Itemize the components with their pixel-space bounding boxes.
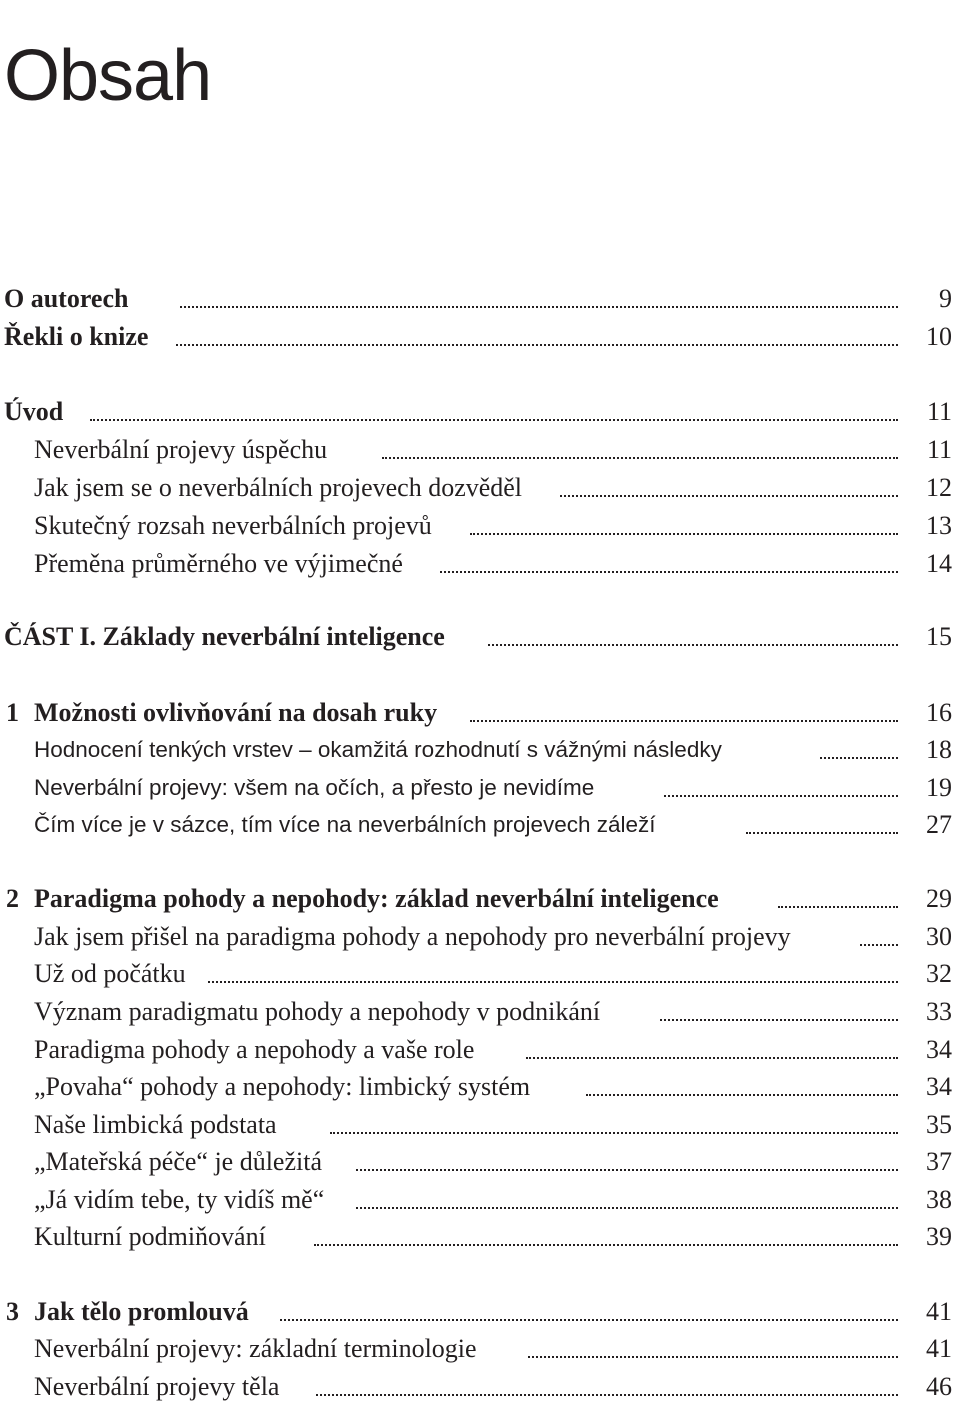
toc-entry-title: Skutečný rozsah neverbálních projevů — [34, 511, 432, 540]
toc-page-number: 32 — [926, 959, 952, 988]
toc-entry-title: Neverbální projevy: základní terminologie — [34, 1334, 477, 1363]
toc-dot-leader — [316, 1394, 898, 1396]
toc-entry-title: Neverbální projevy úspěchu — [34, 435, 328, 464]
toc-page-number: 27 — [926, 810, 952, 839]
toc-entry — [0, 318, 960, 356]
toc-dot-leader — [586, 1094, 898, 1096]
toc-entry — [0, 1143, 960, 1181]
toc-dot-leader — [314, 1244, 898, 1246]
toc-dot-leader — [526, 1057, 898, 1059]
toc-page-number: 11 — [926, 435, 952, 464]
toc-dot-leader — [356, 1207, 898, 1209]
toc-page-number: 33 — [926, 997, 952, 1026]
toc-entry-title: O autorech — [4, 284, 129, 313]
toc-dot-leader — [330, 1132, 898, 1134]
toc-entry — [0, 618, 960, 656]
toc-dot-leader — [820, 757, 898, 759]
toc-entry — [0, 993, 960, 1031]
toc-entry-title: Paradigma pohody a nepohody a vaše role — [34, 1035, 475, 1064]
toc-entry — [0, 1218, 960, 1256]
toc-entry-title: Už od počátku — [34, 959, 186, 988]
toc-dot-leader — [382, 457, 898, 459]
toc-page-number: 38 — [926, 1185, 952, 1214]
toc-entry — [0, 1031, 960, 1069]
toc-entry — [0, 1068, 960, 1106]
page-title: Obsah — [4, 36, 212, 116]
toc-entry-title: „Já vidím tebe, ty vidíš mě“ — [34, 1185, 325, 1214]
toc-entry-title: „Mateřská péče“ je důležitá — [34, 1147, 322, 1176]
toc-entry-title: Jak tělo promlouvá — [34, 1297, 249, 1326]
toc-page-number: 30 — [926, 922, 952, 951]
toc-page-number: 9 — [939, 284, 952, 313]
toc-page-number: 16 — [926, 698, 952, 727]
toc-entry — [0, 1181, 960, 1219]
toc-entry — [0, 1293, 960, 1331]
toc-dot-leader — [746, 832, 898, 834]
toc-dot-leader — [488, 644, 898, 646]
toc-entry — [0, 694, 960, 732]
toc-entry-title: Paradigma pohody a nepohody: základ neverbální inteligence — [34, 884, 719, 913]
toc-entry — [0, 731, 960, 769]
toc-dot-leader — [470, 533, 898, 535]
toc-dot-leader — [90, 419, 898, 421]
toc-entry — [0, 806, 960, 844]
toc-entry-title: Hodnocení tenkých vrstev – okamžitá rozhodnutí s vážnými následky — [34, 737, 722, 762]
toc-entry-number: 1 — [6, 698, 19, 727]
toc-entry — [0, 1368, 960, 1406]
toc-dot-leader — [356, 1169, 898, 1171]
toc-entry — [0, 469, 960, 507]
toc-entry-title: Význam paradigmatu pohody a nepohody v podnikání — [34, 997, 601, 1026]
toc-entry-title: Jak jsem se o neverbálních projevech dozvěděl — [34, 473, 523, 502]
toc-entry-title: Neverbální projevy: všem na očích, a přesto je nevidíme — [34, 775, 595, 800]
toc-entry — [0, 545, 960, 583]
toc-page-number: 10 — [926, 322, 952, 351]
toc-entry-title: Úvod — [4, 397, 64, 426]
toc-entry-title: Řekli o knize — [4, 322, 149, 351]
toc-dot-leader — [280, 1319, 898, 1321]
toc-entry-title: Přeměna průměrného ve výjimečné — [34, 549, 403, 578]
toc-dot-leader — [664, 795, 898, 797]
toc-entry-title: Naše limbická podstata — [34, 1110, 277, 1139]
toc-entry — [0, 280, 960, 318]
toc-entry-title: Možnosti ovlivňování na dosah ruky — [34, 698, 438, 727]
toc-dot-leader — [180, 306, 898, 308]
toc-dot-leader — [560, 495, 898, 497]
toc-page-number: 18 — [926, 735, 952, 764]
toc-dot-leader — [208, 981, 898, 983]
toc-entry — [0, 1106, 960, 1144]
toc-page-number: 29 — [926, 884, 952, 913]
toc-entry — [0, 507, 960, 545]
toc-page-number: 41 — [926, 1297, 952, 1326]
toc-entry-title: Neverbální projevy těla — [34, 1372, 280, 1401]
toc-entry-title: Jak jsem přišel na paradigma pohody a nepohody pro neverbální projevy — [34, 922, 791, 951]
toc-page-number: 34 — [926, 1072, 952, 1101]
toc-entry — [0, 1330, 960, 1368]
toc-dot-leader — [176, 344, 898, 346]
toc-entry — [0, 393, 960, 431]
toc-dot-leader — [860, 944, 898, 946]
toc-entry — [0, 769, 960, 807]
toc-page-number: 14 — [926, 549, 952, 578]
toc-dot-leader — [528, 1356, 898, 1358]
toc-page-number: 15 — [926, 622, 952, 651]
toc-page-number: 34 — [926, 1035, 952, 1064]
toc-page-number: 39 — [926, 1222, 952, 1251]
toc-page-number: 46 — [926, 1372, 952, 1401]
toc-dot-leader — [660, 1019, 898, 1021]
toc-page-number: 19 — [926, 773, 952, 802]
toc-entry-title: ČÁST I. Základy neverbální inteligence — [4, 622, 445, 651]
toc-page-number: 35 — [926, 1110, 952, 1139]
toc-entry-number: 2 — [6, 884, 19, 913]
toc-dot-leader — [470, 720, 898, 722]
toc-page-number: 12 — [926, 473, 952, 502]
toc-entry — [0, 431, 960, 469]
toc-page-number: 37 — [926, 1147, 952, 1176]
toc-entry-title: „Povaha“ pohody a nepohody: limbický systém — [34, 1072, 531, 1101]
toc-entry-title: Kulturní podmiňování — [34, 1222, 266, 1251]
toc-entry-title: Čím více je v sázce, tím více na neverbálních projevech záleží — [34, 812, 656, 837]
toc-page-number: 13 — [926, 511, 952, 540]
toc-page-number: 41 — [926, 1334, 952, 1363]
toc-entry — [0, 955, 960, 993]
toc-page-number: 11 — [926, 397, 952, 426]
toc-entry-number: 3 — [6, 1297, 19, 1326]
toc-dot-leader — [778, 906, 898, 908]
toc-entry — [0, 918, 960, 956]
toc-entry — [0, 880, 960, 918]
toc-dot-leader — [440, 571, 898, 573]
